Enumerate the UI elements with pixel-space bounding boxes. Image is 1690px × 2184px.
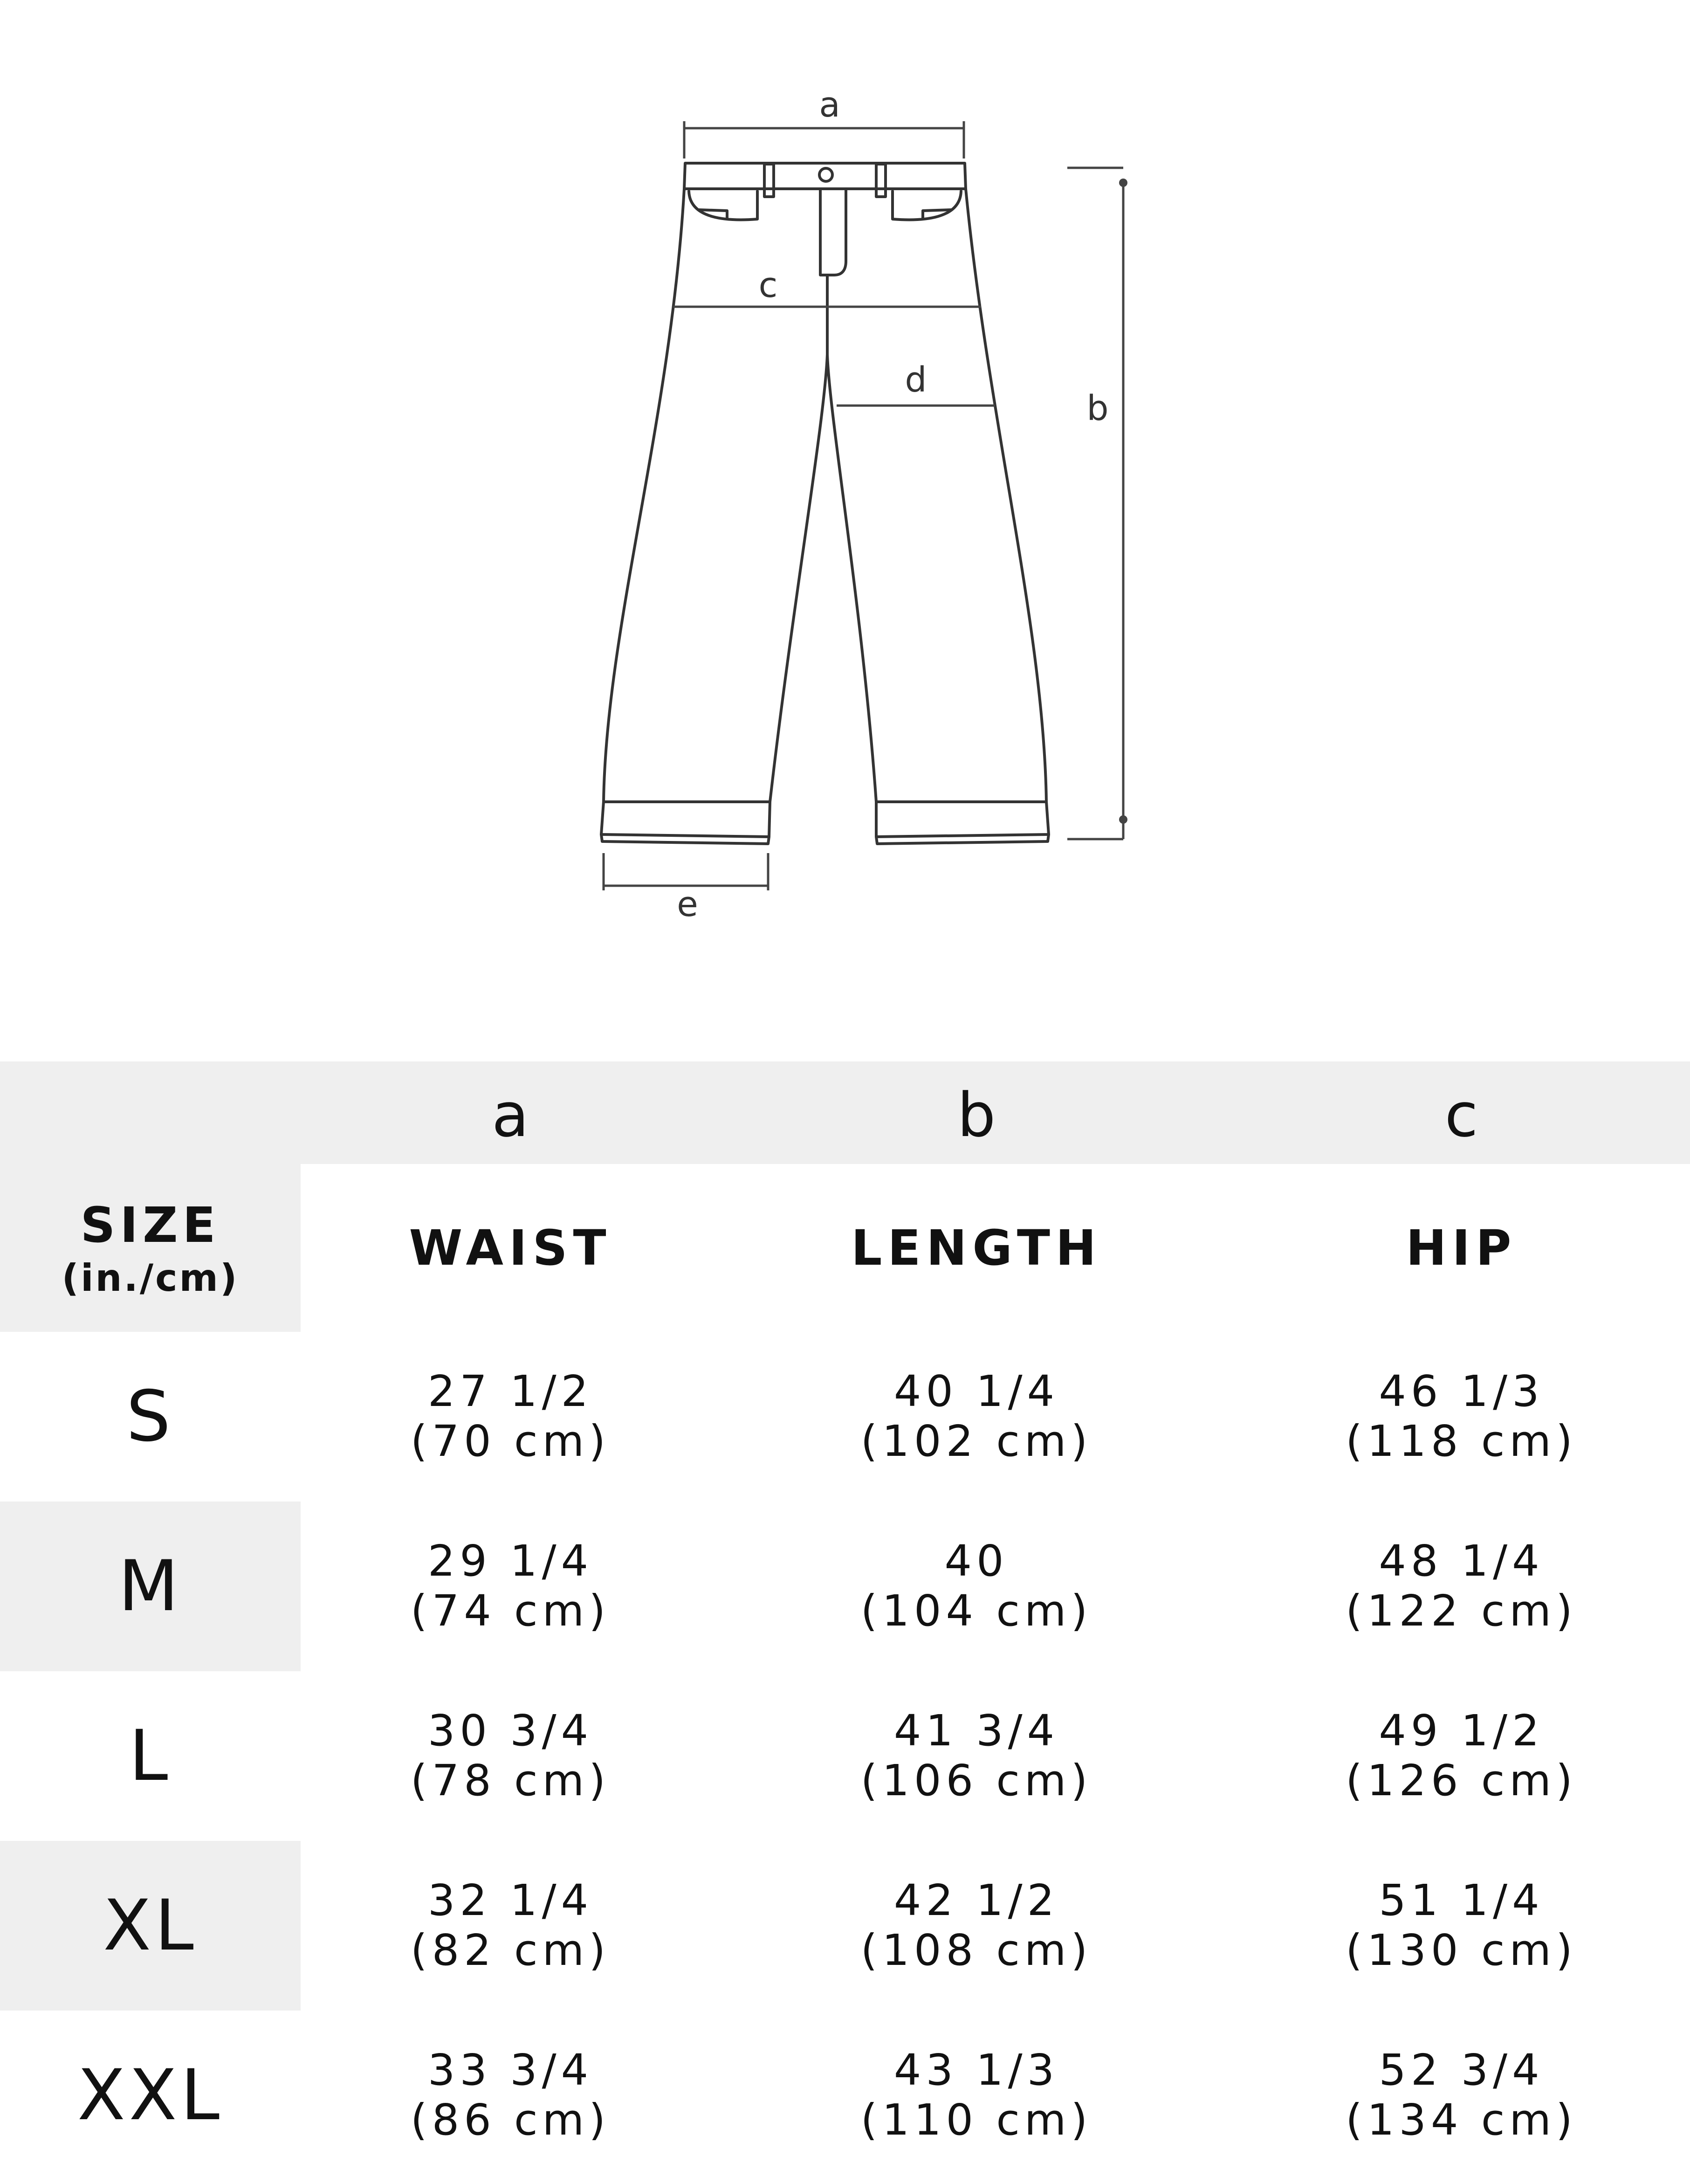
length-cm: (102 cm)	[860, 1416, 1092, 1466]
hip-cm: (126 cm)	[1346, 1756, 1577, 1805]
dimension-label-d: d	[905, 360, 927, 400]
size-header	[0, 1164, 301, 1332]
size-label: S	[126, 1376, 175, 1457]
waist-inches: 29 1/4	[427, 1536, 593, 1586]
waist-cm: (86 cm)	[410, 2095, 611, 2145]
column-letter-a: a	[492, 1080, 529, 1151]
length-inches: 40	[944, 1536, 1009, 1586]
length-cm: (110 cm)	[860, 2095, 1092, 2145]
dimension-label-e: e	[677, 884, 698, 924]
length-inches: 42 1/2	[893, 1875, 1059, 1926]
hip-inches: 52 3/4	[1379, 2045, 1544, 2095]
length-cm: (106 cm)	[860, 1756, 1092, 1805]
column-letter-row	[0, 1061, 1690, 1164]
hip-inches: 49 1/2	[1379, 1706, 1544, 1756]
size-label: XXL	[77, 2055, 224, 2136]
hip-header: HIP	[1406, 1219, 1517, 1276]
waist-cm: (74 cm)	[410, 1586, 611, 1636]
table-row	[0, 2011, 1690, 2180]
length-header: LENGTH	[851, 1219, 1102, 1276]
waist-inches: 30 3/4	[427, 1706, 593, 1756]
pants-measurement-diagram	[0, 0, 1690, 1002]
table-row	[0, 1332, 1690, 1502]
size-label: M	[118, 1546, 183, 1627]
size-header-units: (in./cm)	[62, 1256, 239, 1300]
hip-cm: (134 cm)	[1346, 2095, 1577, 2145]
pants-illustration	[0, 0, 1690, 1002]
column-letter-b: b	[957, 1080, 996, 1151]
waist-cm: (78 cm)	[410, 1756, 611, 1805]
hip-inches: 48 1/4	[1379, 1536, 1544, 1586]
hip-inches: 51 1/4	[1379, 1875, 1544, 1926]
hip-cm: (118 cm)	[1346, 1416, 1577, 1466]
waist-inches: 32 1/4	[427, 1875, 593, 1926]
waist-inches: 33 3/4	[427, 2045, 593, 2095]
column-letter-c: c	[1444, 1080, 1478, 1151]
table-row	[0, 1502, 1690, 1671]
length-inches: 43 1/3	[893, 2045, 1059, 2095]
table-header-row	[0, 1164, 1690, 1332]
size-label: L	[129, 1716, 172, 1797]
hip-inches: 46 1/3	[1379, 1366, 1544, 1417]
length-inches: 40 1/4	[893, 1366, 1059, 1417]
waist-cm: (82 cm)	[410, 1925, 611, 1975]
size-label: XL	[103, 1885, 198, 1966]
waist-inches: 27 1/2	[427, 1366, 593, 1417]
size-header-title: SIZE	[80, 1196, 220, 1254]
length-cm: (108 cm)	[860, 1925, 1092, 1975]
dimension-label-b: b	[1086, 388, 1109, 428]
hip-cm: (130 cm)	[1346, 1925, 1577, 1975]
table-row	[0, 1841, 1690, 2011]
waist-header: WAIST	[409, 1219, 612, 1276]
dimension-label-a: a	[819, 85, 840, 125]
waist-cm: (70 cm)	[410, 1416, 611, 1466]
length-cm: (104 cm)	[860, 1586, 1092, 1636]
table-row	[0, 1671, 1690, 1841]
hip-cm: (122 cm)	[1346, 1586, 1577, 1636]
dimension-label-c: c	[758, 265, 778, 305]
length-inches: 41 3/4	[893, 1706, 1059, 1756]
